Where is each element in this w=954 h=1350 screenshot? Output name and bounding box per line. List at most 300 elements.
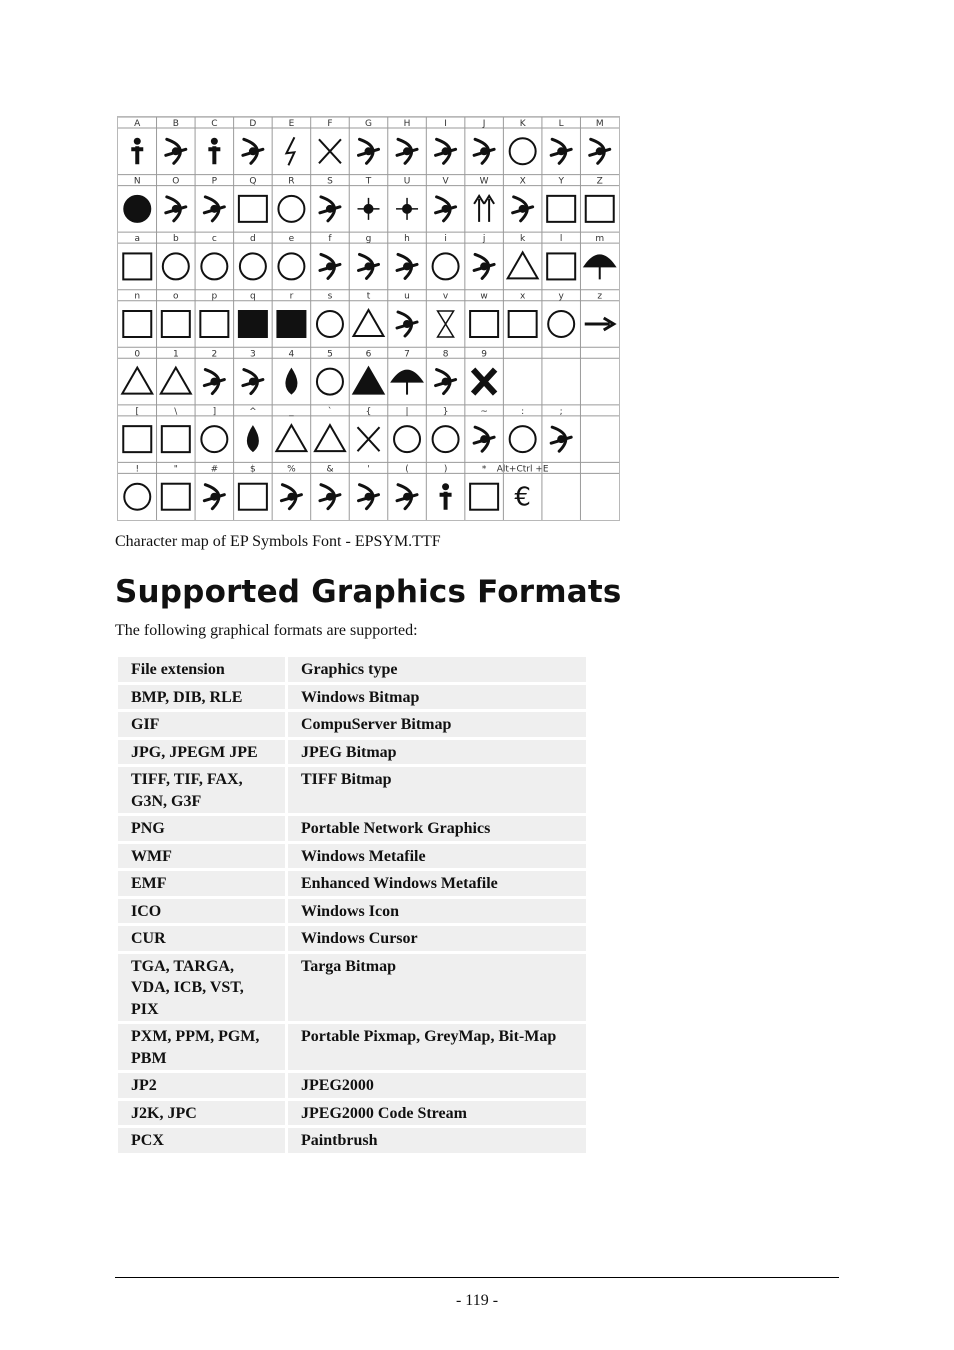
charmap-key-label: c xyxy=(211,234,217,245)
charmap-cell xyxy=(548,292,574,337)
lot-label-icon xyxy=(470,311,498,337)
graphics-type-cell: JPEG Bitmap xyxy=(288,740,586,765)
euro-icon xyxy=(514,483,531,513)
section-heading: Supported Graphics Formats xyxy=(115,574,622,610)
barcode-label-icon xyxy=(123,253,151,279)
charmap-key-label: d xyxy=(250,234,256,245)
charmap-cell xyxy=(359,464,379,508)
charmap-key-label: e xyxy=(288,234,295,245)
charmap-key-label: q xyxy=(250,291,256,302)
table-row xyxy=(118,740,586,765)
charmap-cell xyxy=(124,464,150,509)
mobile-frame-icon xyxy=(123,426,151,452)
charmap-cell xyxy=(586,177,614,222)
charmap-key-label: Y xyxy=(558,176,564,187)
cross-icon xyxy=(473,370,495,394)
charmap-cell xyxy=(247,407,259,452)
charmap-cell xyxy=(358,177,380,220)
charmap-cell xyxy=(474,407,494,451)
charmap-key-label: D xyxy=(249,119,257,129)
character-map-image xyxy=(117,116,620,521)
charmap-key-label: O xyxy=(172,176,180,187)
charmap-key-label: ^ xyxy=(249,406,257,417)
table-row xyxy=(118,816,586,841)
file-extension-cell: BMP, DIB, RLE xyxy=(118,685,285,710)
graphics-type-cell: Enhanced Windows Metafile xyxy=(288,871,586,896)
charmap-cell xyxy=(433,234,459,279)
charmap-cell xyxy=(166,119,186,163)
charmap-key-label: x xyxy=(519,291,526,302)
charmap-cell xyxy=(204,464,224,508)
intro-paragraph: The following graphical formats are supported: xyxy=(115,622,418,639)
charmap-cell xyxy=(123,292,151,337)
charmap-key-label: " xyxy=(173,464,178,475)
charmap-cell xyxy=(277,292,305,337)
charmap-key-label: A xyxy=(134,119,141,129)
person-icon xyxy=(131,138,143,164)
table-row xyxy=(118,1101,586,1126)
charmap-key-label: Alt+Ctrl +E xyxy=(496,464,549,475)
glass-icon xyxy=(436,197,456,221)
mask-icon xyxy=(359,485,379,509)
circle-icon xyxy=(317,311,343,337)
charmap-key-label: | xyxy=(405,406,409,417)
charmap-cell xyxy=(317,292,343,337)
charmap-key-label: B xyxy=(172,119,179,129)
charmap-cell xyxy=(315,406,345,451)
skull-icon xyxy=(436,370,456,394)
charmap-key-label: 0 xyxy=(134,349,141,360)
charmap-cell xyxy=(497,464,549,512)
umbrella-box-icon xyxy=(547,253,575,279)
charmap-key-label: k xyxy=(520,234,526,245)
charmap-cell xyxy=(392,349,422,394)
charmap-cell xyxy=(436,349,456,393)
charmap-cell xyxy=(123,234,151,279)
charmap-key-label: Q xyxy=(249,176,257,187)
charmap-key-label: C xyxy=(211,119,218,129)
charmap-cell xyxy=(124,177,150,222)
file-extension-cell: WMF xyxy=(118,844,285,869)
recycle-outline-icon xyxy=(551,139,571,163)
charmap-cell xyxy=(317,349,343,394)
charmap-cell xyxy=(358,407,380,451)
table-row xyxy=(118,899,586,924)
charmap-key-label: z xyxy=(597,291,603,302)
charmap-key-label: a xyxy=(134,234,141,245)
charmap-cell xyxy=(278,177,304,222)
warning-icon xyxy=(315,425,345,451)
no-smoking-icon xyxy=(124,484,150,510)
charmap-cell xyxy=(204,177,224,221)
flame-circle-icon xyxy=(317,369,343,395)
formats-table xyxy=(115,654,589,1156)
charmap-cell xyxy=(200,292,228,337)
graphics-type-cell: JPEG2000 Code Stream xyxy=(288,1101,586,1126)
charmap-cell xyxy=(551,119,571,163)
charmap-cell xyxy=(547,177,575,222)
charmap-cell xyxy=(585,292,614,330)
charmap-key-label: 2 xyxy=(211,349,218,360)
charmap-key-label: 3 xyxy=(250,349,256,360)
charmap-key-label: K xyxy=(519,119,526,129)
charmap-cell xyxy=(394,407,420,452)
exit-sign-icon xyxy=(470,484,498,510)
charmap-cell xyxy=(510,119,536,164)
charmap-cell xyxy=(359,119,379,163)
ul-circle-icon xyxy=(278,253,304,279)
table-row xyxy=(118,767,586,813)
file-extension-cell: TGA, TARGA, VDA, ICB, VST, PIX xyxy=(118,954,285,1022)
charmap-cell xyxy=(436,177,456,221)
peace-circle-icon xyxy=(510,426,536,452)
charmap-key-label: m xyxy=(595,234,605,245)
laser-icon xyxy=(358,198,380,220)
biohazard-icon xyxy=(204,370,224,394)
snowflake-icon xyxy=(319,139,341,163)
file-extension-cell: PNG xyxy=(118,816,285,841)
charmap-key-label: 8 xyxy=(442,349,449,360)
charmap-cell xyxy=(239,292,267,337)
charmap-cell xyxy=(319,119,341,163)
charmap-key-label: F xyxy=(327,119,333,129)
charmap-key-label: * xyxy=(481,464,487,475)
file-extension-cell: CUR xyxy=(118,926,285,951)
charmap-cell xyxy=(161,349,191,393)
charmap-cell xyxy=(239,177,267,222)
recycle-logo-icon xyxy=(510,138,536,164)
charmap-cell xyxy=(436,119,456,163)
charmap-key-label: ' xyxy=(367,464,370,475)
gs-mark-icon xyxy=(474,254,494,278)
recycle-solid-icon xyxy=(590,139,610,163)
two-circle-icon xyxy=(548,311,574,337)
alarm-icon xyxy=(239,484,267,510)
charmap-cell xyxy=(509,292,537,337)
headphones-icon xyxy=(397,485,417,509)
umbrella-icon xyxy=(585,255,615,279)
charmap-key-label: u xyxy=(404,291,410,302)
etl-logo-icon xyxy=(201,426,227,452)
charmap-key-label: b xyxy=(172,234,179,245)
charmap-cell xyxy=(397,234,417,278)
flame-icon xyxy=(285,368,297,395)
charmap-cell xyxy=(123,407,151,452)
wave-icon xyxy=(397,312,417,336)
figure-caption: Character map of EP Symbols Font - EPSYM.TTF xyxy=(115,533,441,550)
file-extension-cell: TIFF, TIF, FAX, G3N, G3F xyxy=(118,767,285,813)
charmap-key-label: n xyxy=(134,291,141,302)
charmap-key-label: { xyxy=(365,406,372,417)
oval-logo-icon xyxy=(163,253,189,279)
charmap-key-label: $ xyxy=(250,464,256,475)
charmap-cell xyxy=(440,464,452,509)
charmap-cell xyxy=(433,407,459,452)
graphics-type-cell: Portable Network Graphics xyxy=(288,816,586,841)
file-extension-cell: PCX xyxy=(118,1128,285,1153)
exit-person-icon xyxy=(440,483,452,510)
charmap-key-label: T xyxy=(365,176,372,187)
charmap-cell xyxy=(131,119,143,164)
charmap-cell xyxy=(474,234,494,278)
esd-icon xyxy=(513,197,533,221)
file-extension-cell: EMF xyxy=(118,871,285,896)
charmap-key-label: r xyxy=(289,291,294,302)
hands-box-icon xyxy=(162,311,190,337)
charmap-key-label: t xyxy=(366,291,371,302)
hand-icon xyxy=(166,139,186,163)
charmap-key-label: h xyxy=(404,234,410,245)
graphics-type-cell: Graphics type xyxy=(288,657,586,682)
lightning-icon xyxy=(286,137,294,165)
ground-symbol-icon xyxy=(397,139,417,163)
charmap-cell xyxy=(547,234,575,279)
charmap-key-label: ] xyxy=(212,406,217,417)
charmap-cell xyxy=(508,234,538,278)
graphics-type-cell: JPEG2000 xyxy=(288,1073,586,1098)
charmap-key-label: v xyxy=(442,291,449,302)
charmap-key-label: E xyxy=(288,119,295,129)
warning-outline-icon xyxy=(354,310,384,336)
charmap-key-label: 4 xyxy=(288,349,295,360)
ru-mark-icon xyxy=(359,254,379,278)
charmap-key-label: 1 xyxy=(172,349,179,360)
eight-box-icon xyxy=(277,311,305,337)
charmap-cell xyxy=(240,234,266,279)
table-row xyxy=(118,685,586,710)
charmap-key-label: W xyxy=(479,176,489,187)
graphics-type-cell: Portable Pixmap, GreyMap, Bit-Map xyxy=(288,1024,586,1070)
table-row xyxy=(118,954,586,1022)
box-icon xyxy=(239,196,267,222)
charmap-key-label: g xyxy=(365,234,372,245)
charmap-key-label: p xyxy=(211,291,218,302)
copyright-icon xyxy=(433,426,459,452)
file-extension-cell: File extension xyxy=(118,657,285,682)
charmap-cell xyxy=(243,349,263,393)
esd-triangle-icon xyxy=(122,368,152,394)
footer-divider xyxy=(115,1277,839,1278)
laser-beam-icon xyxy=(396,198,418,220)
charmap-key-label: P xyxy=(211,176,218,187)
bottle-icon xyxy=(281,485,301,509)
charmap-key-label: f xyxy=(328,234,332,245)
charmap-cell xyxy=(470,292,498,337)
ear-protection-icon xyxy=(166,197,186,221)
ce-mark-icon xyxy=(397,254,417,278)
graphics-type-cell: CompuServer Bitmap xyxy=(288,712,586,737)
charmap-cell xyxy=(551,407,571,451)
emc-logo-icon xyxy=(201,253,227,279)
radiation-icon xyxy=(354,368,384,394)
charmap-key-label: s xyxy=(327,291,333,302)
charmap-cell xyxy=(510,407,536,452)
charmap-key-label: w xyxy=(480,291,488,302)
charmap-key-label: [ xyxy=(135,406,140,417)
hardhat-icon xyxy=(320,485,340,509)
table-row xyxy=(118,926,586,951)
leaf-circle-icon xyxy=(278,196,304,222)
charmap-cell xyxy=(278,234,304,279)
keep-dry-box-icon xyxy=(547,196,575,222)
table-row xyxy=(118,1073,586,1098)
charmap-key-label: 6 xyxy=(365,349,372,360)
charmap-key-label: ( xyxy=(405,464,409,475)
extinguisher-icon xyxy=(204,485,224,509)
ce-circle-icon xyxy=(433,253,459,279)
file-extension-cell: ICO xyxy=(118,899,285,924)
charmap-cell xyxy=(585,234,615,279)
charmap-cell xyxy=(397,119,417,163)
charmap-cell xyxy=(286,119,294,165)
charmap-cell xyxy=(204,349,224,393)
charmap-key-label: ; xyxy=(559,406,563,417)
charmap-key-label: L xyxy=(558,119,564,129)
recycling-bin-icon xyxy=(474,139,494,163)
charmap-key-label: % xyxy=(287,464,296,475)
charmap-key-label: J xyxy=(482,119,486,129)
recycle-box-icon xyxy=(200,311,228,337)
charmap-key-label: X xyxy=(519,176,526,187)
litter-person-icon xyxy=(204,197,224,221)
sun-box-icon xyxy=(162,426,190,452)
charmap-cell xyxy=(320,177,340,221)
umbrella-dark-icon xyxy=(392,371,422,395)
ul-mark-icon xyxy=(320,254,340,278)
charmap-cell xyxy=(438,292,454,337)
hands-icon xyxy=(436,139,456,163)
charmap-key-label: y xyxy=(558,291,564,302)
graphics-type-cell: Windows Cursor xyxy=(288,926,586,951)
charmap-cell xyxy=(166,177,186,221)
charmap-cell xyxy=(590,119,610,163)
charmap-key-label: j xyxy=(482,234,486,245)
charmap-key-label: i xyxy=(444,234,447,245)
charmap-cell xyxy=(208,119,220,164)
charmap-cell xyxy=(163,234,189,279)
charmap-cell xyxy=(359,234,379,278)
charmap-cell xyxy=(320,234,340,278)
green-dot-icon xyxy=(124,196,150,222)
charmap-cell xyxy=(281,464,301,508)
charmap-cell xyxy=(397,464,417,508)
charmap-key-label: M xyxy=(595,119,604,129)
warning-lightning-icon xyxy=(276,425,306,451)
glass-box-icon xyxy=(123,311,151,337)
graphics-type-cell: Targa Bitmap xyxy=(288,954,586,1022)
hourglass-icon xyxy=(438,311,454,337)
file-extension-cell: J2K, JPC xyxy=(118,1101,285,1126)
csa-logo-icon xyxy=(240,253,266,279)
ten-box-icon xyxy=(239,311,267,337)
charmap-key-label: & xyxy=(326,464,334,475)
charmap-cell xyxy=(201,234,227,279)
charmap-key-label: ~ xyxy=(480,406,488,417)
charmap-key-label: ! xyxy=(135,464,140,475)
file-extension-cell: JP2 xyxy=(118,1073,285,1098)
charmap-cell xyxy=(162,407,190,452)
charmap-cell xyxy=(162,464,190,509)
charmap-key-label: ) xyxy=(443,464,448,475)
charmap-cell xyxy=(397,292,417,336)
page-number: - 119 - xyxy=(455,1292,499,1309)
charmap-cell xyxy=(354,349,384,393)
charmap-key-label: R xyxy=(288,176,295,187)
charmap-cell xyxy=(276,407,306,451)
charmap-cell xyxy=(354,292,384,336)
charmap-key-label: U xyxy=(403,176,411,187)
charmap-key-label: N xyxy=(133,176,141,187)
table-row xyxy=(118,1024,586,1070)
table-header-row xyxy=(118,657,586,682)
file-extension-cell: GIF xyxy=(118,712,285,737)
charmap-cell xyxy=(122,349,152,393)
up-arrows-icon xyxy=(474,196,494,222)
charmap-cell xyxy=(513,177,533,221)
recycle-triangle-icon xyxy=(508,252,538,278)
magnet-icon xyxy=(320,197,340,221)
charmap-key-label: } xyxy=(442,406,449,417)
drop-icon xyxy=(247,425,259,452)
charmap-cell xyxy=(474,177,494,222)
shatter-icon xyxy=(243,370,263,394)
sterile-label-icon xyxy=(509,311,537,337)
charmap-key-label: \ xyxy=(174,406,178,417)
charmap-cell xyxy=(201,407,227,452)
charmap-cell xyxy=(162,292,190,337)
no-fire-icon xyxy=(243,139,263,163)
table-row xyxy=(118,844,586,869)
charmap-cell xyxy=(239,464,267,509)
dancing-person-icon xyxy=(208,138,220,164)
radio-signal-icon xyxy=(359,139,379,163)
table-row xyxy=(118,1128,586,1153)
charmap-key-label: _ xyxy=(289,406,294,417)
charmap-key-label: ` xyxy=(327,406,333,417)
charmap-cell xyxy=(396,177,418,220)
no-stack-icon xyxy=(586,196,614,222)
heart-badge-icon xyxy=(551,427,571,451)
graphics-type-cell: Paintbrush xyxy=(288,1128,586,1153)
table-row xyxy=(118,712,586,737)
registered-icon xyxy=(394,426,420,452)
file-extension-cell: PXM, PPM, PGM, PBM xyxy=(118,1024,285,1070)
charmap-key-label: 9 xyxy=(481,349,487,360)
graphics-type-cell: TIFF Bitmap xyxy=(288,767,586,813)
table-row xyxy=(118,871,586,896)
charmap-key-label: l xyxy=(559,234,563,245)
hand-plant-icon xyxy=(474,427,494,451)
charmap-key-label: V xyxy=(442,176,449,187)
charmap-key-label: 5 xyxy=(327,349,333,360)
charmap-cell xyxy=(473,349,495,393)
charmap-key-label: : xyxy=(521,406,525,417)
extinguisher-box-icon xyxy=(162,484,190,510)
charmap-cell xyxy=(320,464,340,508)
charmap-key-label: Z xyxy=(596,176,603,187)
charmap-key-label: H xyxy=(403,119,411,129)
charmap-key-label: o xyxy=(173,291,179,302)
charmap-key-label: 7 xyxy=(404,349,410,360)
file-extension-cell: JPG, JPEGM JPE xyxy=(118,740,285,765)
charmap-key-label: I xyxy=(444,119,447,129)
arrow-right-icon xyxy=(585,318,614,330)
charmap-key-label: G xyxy=(365,119,372,129)
svg-text:€: € xyxy=(514,482,531,513)
graphics-type-cell: Windows Icon xyxy=(288,899,586,924)
charmap-cell xyxy=(470,464,498,509)
scissors-icon xyxy=(358,427,380,451)
